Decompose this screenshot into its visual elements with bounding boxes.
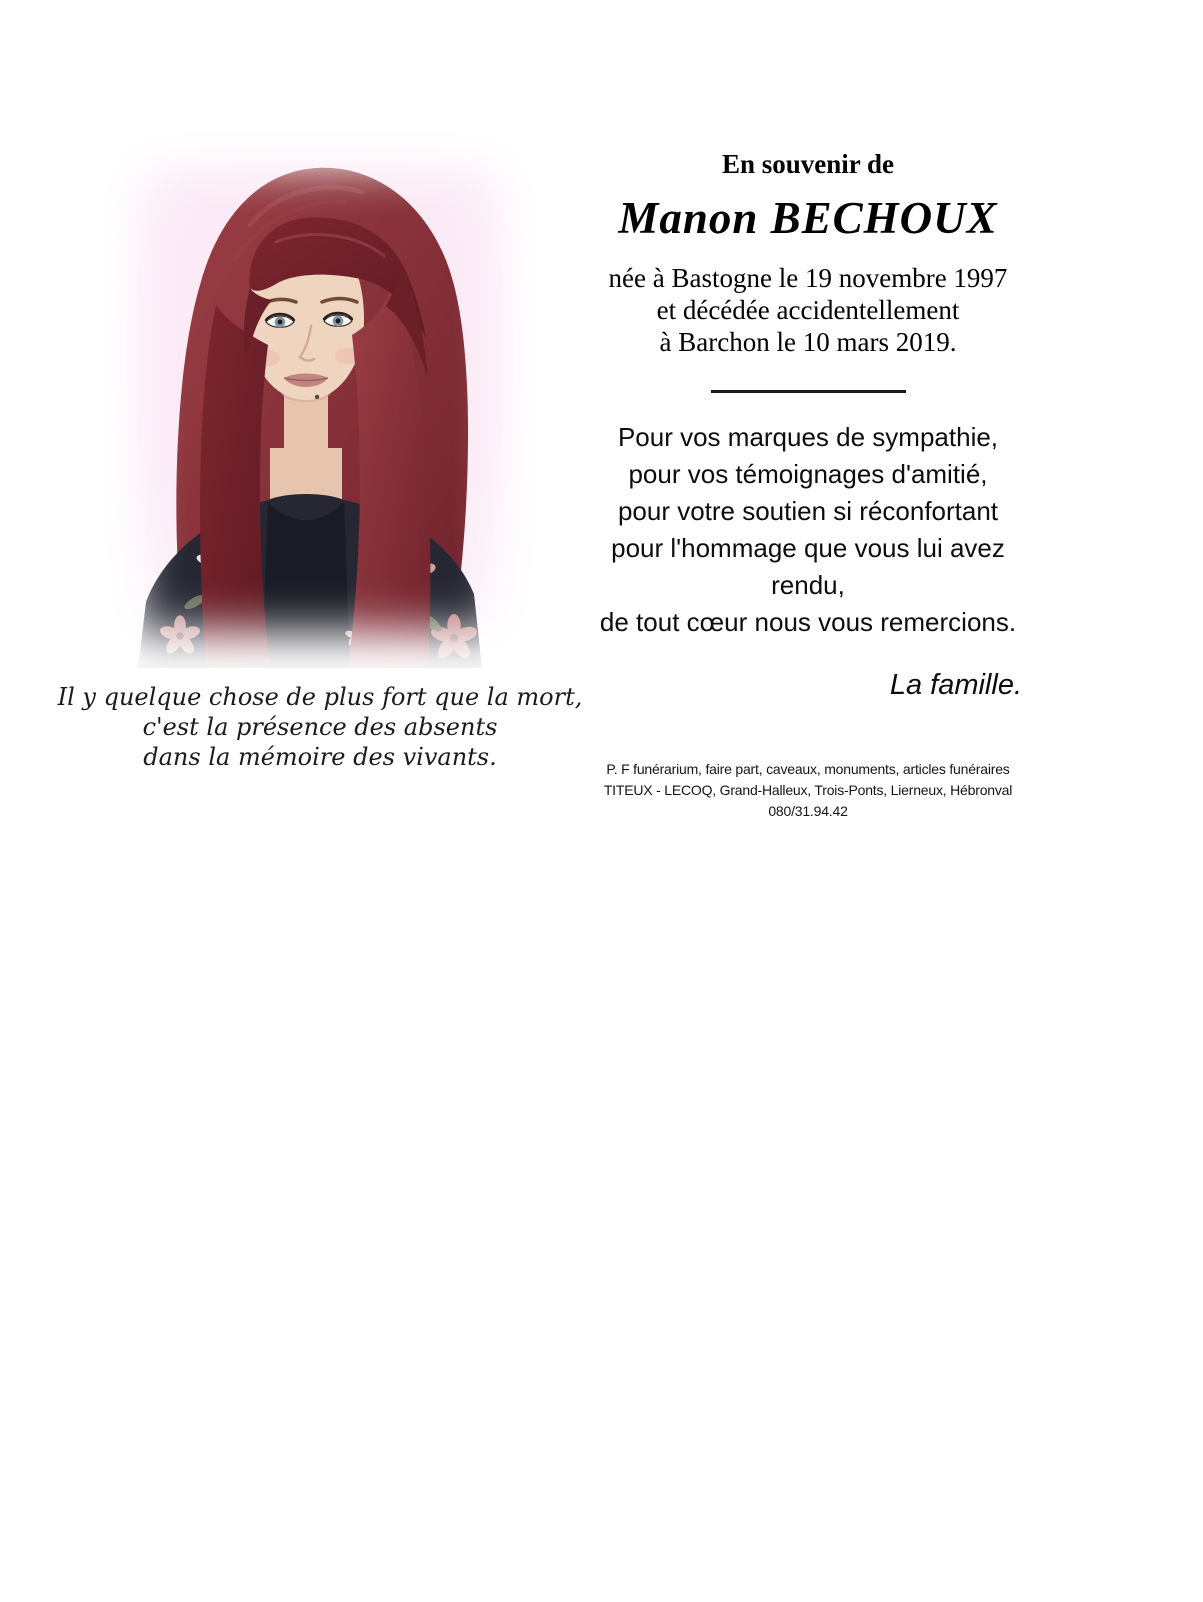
death-place-line: à Barchon le 10 mars 2019. bbox=[659, 327, 957, 357]
life-details bbox=[578, 262, 1038, 358]
memorial-quote bbox=[40, 682, 600, 772]
intro-heading: En souvenir de bbox=[721, 149, 895, 179]
lip-piercing bbox=[315, 395, 319, 399]
birth-line: née à Bastogne le 19 novembre 1997 bbox=[608, 263, 1008, 293]
tribute-line: pour vos témoignages d'amitié, bbox=[628, 459, 988, 489]
portrait-illustration bbox=[100, 130, 540, 668]
funeral-home-line: TITEUX - LECOQ, Grand-Halleux, Trois-Ponts, Lierneux, Hébronval 080/31.94.42 bbox=[603, 782, 1013, 819]
funeral-home-info bbox=[578, 759, 1038, 822]
funeral-home-line: P. F funérarium, faire part, caveaux, monuments, articles funéraires bbox=[606, 761, 1010, 777]
tribute-line: Pour vos marques de sympathie, bbox=[617, 422, 999, 452]
death-line: et décédée accidentellement bbox=[656, 295, 960, 325]
tribute-line: pour l'hommage que vous lui avez rendu, bbox=[611, 533, 1005, 600]
quote-line: Il y quelque chose de plus fort que la mort, bbox=[57, 683, 583, 711]
quote-line: c'est la présence des absents bbox=[142, 713, 498, 741]
divider-rule bbox=[711, 390, 906, 393]
tribute-line: pour votre soutien si réconfortant bbox=[617, 496, 999, 526]
family-signature: La famille. bbox=[889, 669, 1022, 701]
tribute-line: de tout cœur nous vous remercions. bbox=[599, 607, 1017, 637]
card-text-column bbox=[578, 0, 1038, 822]
deceased-name: Manon BECHOUX bbox=[618, 193, 998, 243]
portrait-photo bbox=[100, 130, 540, 668]
quote-line: dans la mémoire des vivants. bbox=[143, 743, 497, 771]
tribute-text bbox=[578, 419, 1038, 641]
